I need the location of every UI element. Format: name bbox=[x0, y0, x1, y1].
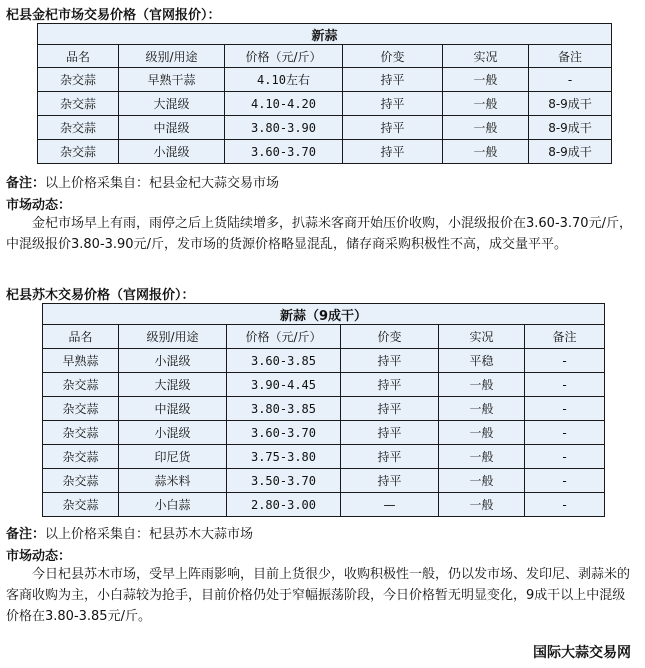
table-cell: 2.80-3.00 bbox=[227, 493, 341, 517]
table-cell: 杂交蒜 bbox=[38, 116, 119, 140]
jinqi-price-table bbox=[37, 23, 612, 164]
table-cell: 小混级 bbox=[119, 140, 225, 164]
table-cell: 大混级 bbox=[119, 373, 227, 397]
table-row bbox=[38, 92, 612, 116]
table-header-row bbox=[38, 45, 612, 68]
table-cell: 3.50-3.70 bbox=[227, 469, 341, 493]
table-cell: 3.80-3.90 bbox=[225, 116, 343, 140]
site-brand: 国际大蒜交易网 bbox=[533, 645, 631, 661]
table-cell: 杂交蒜 bbox=[38, 68, 119, 92]
column-header: 价格（元/斤） bbox=[227, 325, 341, 349]
table-cell: - bbox=[525, 421, 605, 445]
table-cell: 一般 bbox=[443, 140, 529, 164]
column-header: 备注 bbox=[525, 325, 605, 349]
table-cell: 平稳 bbox=[439, 349, 525, 373]
table-cell: 持平 bbox=[341, 349, 439, 373]
table-cell: 杂交蒜 bbox=[43, 493, 119, 517]
section2-heading: 杞县苏木交易价格（官网报价）： bbox=[6, 288, 195, 303]
table-cell: 杂交蒜 bbox=[43, 445, 119, 469]
column-header: 品名 bbox=[38, 45, 119, 68]
table-header-row bbox=[43, 325, 605, 349]
table-cell: 持平 bbox=[343, 68, 443, 92]
table-cell: 小混级 bbox=[119, 421, 227, 445]
table-row bbox=[43, 445, 605, 469]
section1-dynamics-text: 金杞市场早上有雨，雨停之后上货陆续增多，扒蒜米客商开始压价收购，小混级报价在3.60-3.70元/斤，中混级报价3.80-3.90元/斤，发市场的货源价格略显混乱，储存商采购积极性不高，成交量平平。 bbox=[6, 216, 632, 252]
table-cell: - bbox=[525, 397, 605, 421]
table-cell: 3.60-3.85 bbox=[227, 349, 341, 373]
section2-dynamics-label: 市场动态： bbox=[6, 549, 72, 564]
table-cell: 蒜米料 bbox=[119, 469, 227, 493]
table-row bbox=[43, 397, 605, 421]
table-cell: 中混级 bbox=[119, 397, 227, 421]
table-cell: 8-9成干 bbox=[529, 140, 612, 164]
table-cell: 一般 bbox=[439, 397, 525, 421]
table-row bbox=[43, 349, 605, 373]
table-cell: 持平 bbox=[341, 469, 439, 493]
table-cell: 杂交蒜 bbox=[43, 421, 119, 445]
table-cell: 4.10-4.20 bbox=[225, 92, 343, 116]
note-text: 以上价格采集自：杞县苏木大蒜市场 bbox=[45, 527, 254, 542]
table-cell: 持平 bbox=[343, 92, 443, 116]
table-row bbox=[38, 116, 612, 140]
table-cell: 杂交蒜 bbox=[38, 92, 119, 116]
sumu-price-table bbox=[42, 303, 605, 517]
table-cell: 3.75-3.80 bbox=[227, 445, 341, 469]
section1-heading: 杞县金杞市场交易价格（官网报价）： bbox=[6, 8, 221, 23]
table-cell: 持平 bbox=[341, 445, 439, 469]
table-cell: 一般 bbox=[443, 116, 529, 140]
section1-note bbox=[6, 172, 279, 191]
table-cell: 杂交蒜 bbox=[43, 373, 119, 397]
table-cell: 8-9成干 bbox=[529, 116, 612, 140]
table-cell: - bbox=[525, 469, 605, 493]
table-cell: 持平 bbox=[343, 116, 443, 140]
table-cell: 一般 bbox=[443, 92, 529, 116]
table-row bbox=[43, 373, 605, 397]
table-cell: 3.60-3.70 bbox=[225, 140, 343, 164]
table-cell: 一般 bbox=[439, 421, 525, 445]
table-cell: - bbox=[525, 349, 605, 373]
section2-dynamics-text: 今日杞县苏木市场，受早上阵雨影响，目前上货很少，收购积极性一般，仍以发市场、发印尼、剥蒜米的客商收购为主，小白蒜较为抢手，目前价格仍处于窄幅振荡阶段，今日价格暂无明显变化，9成干以上中混级价格在3.80-3.85元/斤。 bbox=[6, 567, 631, 624]
note-label: 备注： bbox=[6, 176, 46, 191]
note-text: 以上价格采集自：杞县金杞大蒜交易市场 bbox=[45, 176, 280, 191]
column-header: 价格（元/斤） bbox=[225, 45, 343, 68]
table-cell: 小混级 bbox=[119, 349, 227, 373]
column-header: 价变 bbox=[343, 45, 443, 68]
table-row bbox=[38, 140, 612, 164]
table-cell: 一般 bbox=[439, 469, 525, 493]
table-cell: 3.90-4.45 bbox=[227, 373, 341, 397]
table-cell: 一般 bbox=[439, 373, 525, 397]
table-cell: - bbox=[529, 68, 612, 92]
table-cell: 持平 bbox=[341, 373, 439, 397]
table-cell: 持平 bbox=[341, 421, 439, 445]
table-cell: 杂交蒜 bbox=[43, 469, 119, 493]
table-cell: 一般 bbox=[439, 493, 525, 517]
section1-dynamics-label: 市场动态： bbox=[6, 198, 72, 213]
column-header: 品名 bbox=[43, 325, 119, 349]
column-header: 实况 bbox=[443, 45, 529, 68]
column-header: 实况 bbox=[439, 325, 525, 349]
table-cell: - bbox=[525, 373, 605, 397]
table-cell: 小白蒜 bbox=[119, 493, 227, 517]
table-cell: 杂交蒜 bbox=[43, 397, 119, 421]
table-cell: 一般 bbox=[439, 445, 525, 469]
table-row bbox=[38, 68, 612, 92]
table-title: 新蒜 bbox=[38, 24, 612, 45]
column-header: 价变 bbox=[341, 325, 439, 349]
table-cell: 持平 bbox=[341, 397, 439, 421]
table-cell: — bbox=[341, 493, 439, 517]
table-row bbox=[43, 493, 605, 517]
table-cell: 持平 bbox=[343, 140, 443, 164]
column-header: 级别/用途 bbox=[119, 325, 227, 349]
table-cell: 印尼货 bbox=[119, 445, 227, 469]
column-header: 备注 bbox=[529, 45, 612, 68]
table-cell: 8-9成干 bbox=[529, 92, 612, 116]
table-cell: 早熟蒜 bbox=[43, 349, 119, 373]
section2-note bbox=[6, 523, 253, 542]
table-cell: 早熟干蒜 bbox=[119, 68, 225, 92]
column-header: 级别/用途 bbox=[119, 45, 225, 68]
table-cell: 4.10左右 bbox=[225, 68, 343, 92]
table-cell: - bbox=[525, 445, 605, 469]
table-cell: 一般 bbox=[443, 68, 529, 92]
table-row bbox=[43, 421, 605, 445]
table-cell: 3.60-3.70 bbox=[227, 421, 341, 445]
table-title: 新蒜（9成干） bbox=[43, 304, 605, 325]
table-cell: 杂交蒜 bbox=[38, 140, 119, 164]
table-cell: 3.80-3.85 bbox=[227, 397, 341, 421]
table-cell: - bbox=[525, 493, 605, 517]
note-label: 备注： bbox=[6, 527, 46, 542]
table-cell: 中混级 bbox=[119, 116, 225, 140]
table-cell: 大混级 bbox=[119, 92, 225, 116]
table-row bbox=[43, 469, 605, 493]
